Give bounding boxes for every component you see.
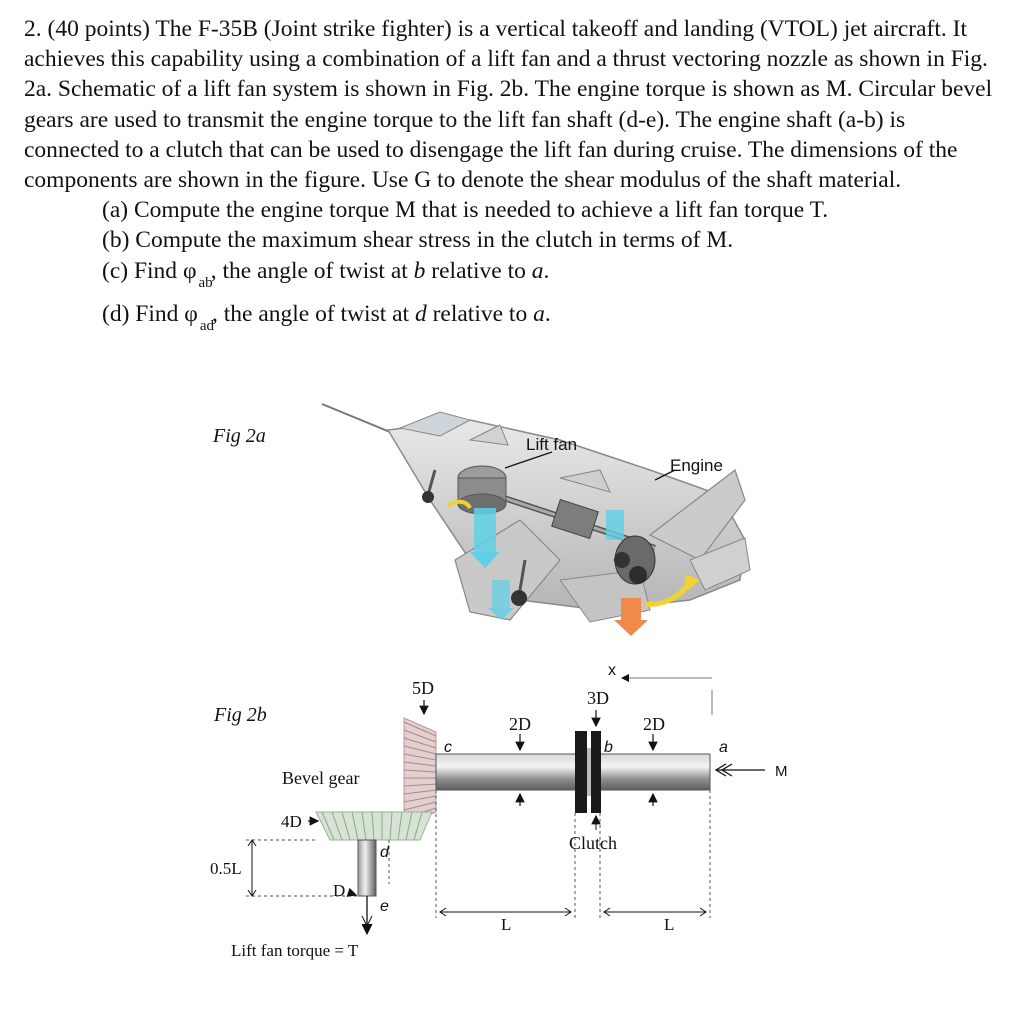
problem-intro: 2. (40 points) The F-35B (Joint strike fighter) is a vertical takeoff and landing (VTOL) jet aircraft. It achieves this capability using a combination of a lift fan and a thrust vectoring nozzle as shown in Fig. 2a. Schematic of a lift fan system is shown in Fig. 2b. The engine torque is shown as M. Circular bevel gears are used to transmit the engine torque to the lift fan shaft (d-e). The engine shaft (a-b) is connected to a clutch that can be used to disengage the lift fan during cruise. The dimensions of the components are shown in the figure. Use G to denote the shear modulus of the shaft material. (24, 16, 993, 194)
point-c-label: c (444, 739, 452, 756)
dim-d: D (333, 881, 346, 900)
engine-label: Engine (670, 456, 723, 475)
part-b: (b) Compute the maximum shear stress in the clutch in terms of M. (102, 227, 734, 254)
part-c-end: . (543, 257, 550, 284)
clutch-gap (587, 748, 591, 796)
part-c-var-a: a (531, 257, 544, 284)
part-c-text1: , the angle of twist at (210, 257, 414, 284)
bevel-gear-label: Bevel gear (282, 768, 360, 788)
bevel-gear-vertical (404, 718, 436, 826)
dim-3d: 3D (587, 688, 609, 708)
clutch-label: Clutch (569, 833, 617, 853)
lift-fan-schematic (246, 678, 765, 934)
point-b-label: b (604, 739, 613, 756)
part-c-phi: φ (182, 257, 197, 284)
part-d-subscript: ad (199, 317, 214, 334)
part-c-text2: relative to (425, 257, 532, 284)
dim-l-left: L (501, 915, 512, 934)
torque-m-label: M (775, 763, 788, 780)
dim-2d-left: 2D (509, 714, 531, 734)
dim-0-5l: 0.5L (210, 859, 242, 878)
dim-5d: 5D (412, 678, 434, 698)
dim-4d: 4D (281, 812, 302, 831)
part-c-prefix: (c) Find (102, 257, 183, 284)
part-d-text2: relative to (426, 300, 534, 327)
part-d-end: . (544, 300, 551, 327)
part-d-var-a: a (533, 300, 545, 327)
lift-fan-torque-label: Lift fan torque = T (231, 941, 359, 960)
part-d-prefix: (d) Find (102, 300, 185, 327)
dim-l-right: L (664, 915, 675, 934)
part-d-phi: φ (184, 300, 198, 327)
part-a: (a) Compute the engine torque M that is needed to achieve a lift fan torque T. (102, 197, 829, 224)
dim-2d-right: 2D (643, 714, 665, 734)
lift-fan-label: Lift fan (526, 435, 578, 454)
fig2b-label: Fig 2b (214, 704, 267, 726)
bevel-gear-horizontal (316, 812, 432, 840)
part-d-text1: , the angle of twist at (212, 300, 415, 327)
clutch-plate-right (591, 731, 601, 813)
point-d-label: d (380, 844, 389, 861)
part-c-subscript: ab (198, 274, 213, 291)
point-a-label: a (719, 739, 728, 756)
clutch-plate-left (575, 731, 587, 813)
axis-x-label: x (608, 662, 616, 679)
part-d-var-d: d (414, 300, 427, 327)
fig2a-label: Fig 2a (213, 425, 266, 447)
part-c-var-b: b (413, 257, 426, 284)
point-e-label: e (380, 898, 389, 915)
